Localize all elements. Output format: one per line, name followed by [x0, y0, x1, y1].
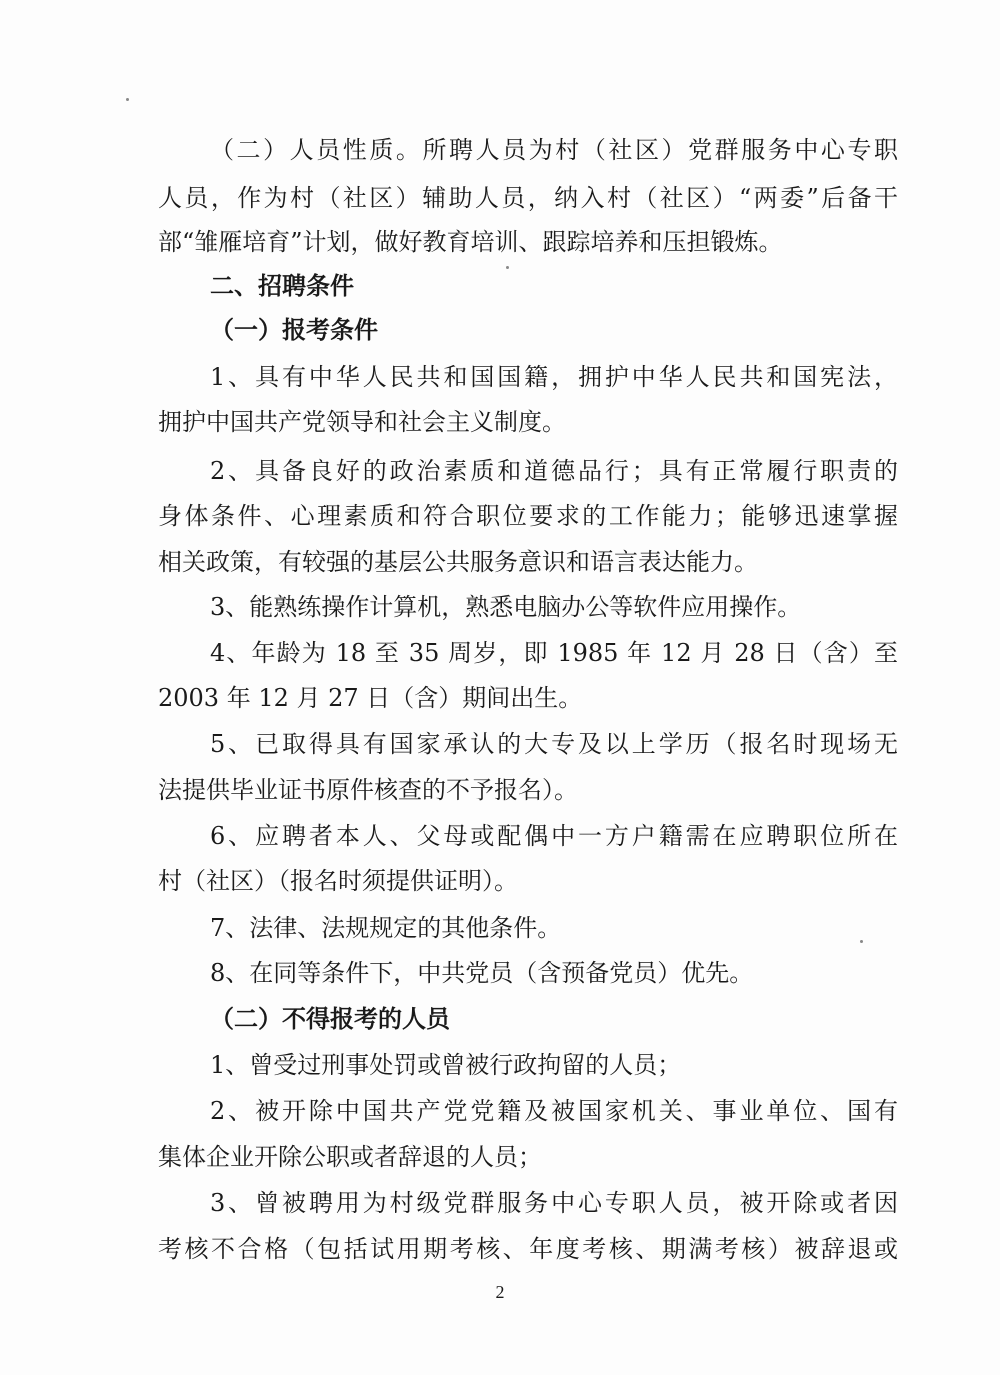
scan-speck — [506, 266, 509, 269]
text-line: 1、曾受过刑事处罚或曾被行政拘留的人员； — [210, 1051, 682, 1079]
text-line: 5、已取得具有国家承认的大专及以上学历（报名时现场无 — [210, 730, 898, 758]
text-line: 部“雏雁培育”计划，做好教育培训、跟踪培养和压担锻炼。 — [158, 228, 783, 256]
text-line: 2003 年 12 月 27 日（含）期间出生。 — [158, 684, 583, 712]
text-line: 人员，作为村（社区）辅助人员，纳入村（社区）“两委”后备干 — [158, 184, 898, 212]
text-line: 2、具备良好的政治素质和道德品行；具有正常履行职责的 — [210, 457, 898, 485]
text-line: 法提供毕业证书原件核查的不予报名）。 — [158, 776, 578, 804]
subsection-heading: （一）报考条件 — [210, 316, 378, 344]
text-line: 身体条件、心理素质和符合职位要求的工作能力；能够迅速掌握 — [158, 502, 898, 530]
text-line: 相关政策，有较强的基层公共服务意识和语言表达能力。 — [158, 548, 758, 576]
scan-speck — [126, 98, 129, 101]
text-line: 3、曾被聘用为村级党群服务中心专职人员，被开除或者因 — [210, 1189, 898, 1217]
subsection-heading: （二）不得报考的人员 — [210, 1005, 450, 1033]
text-line: 考核不合格（包括试用期考核、年度考核、期满考核）被辞退或 — [158, 1235, 898, 1263]
text-line: 2、被开除中国共产党党籍及被国家机关、事业单位、国有 — [210, 1097, 898, 1125]
text-line: 1、具有中华人民共和国国籍，拥护中华人民共和国宪法， — [210, 363, 898, 391]
scan-speck — [860, 940, 863, 943]
text-line: （二）人员性质。所聘人员为村（社区）党群服务中心专职 — [210, 136, 898, 164]
text-line: 村（社区）（报名时须提供证明）。 — [158, 867, 518, 895]
text-line: 7、法律、法规规定的其他条件。 — [210, 914, 562, 942]
text-line: 集体企业开除公职或者辞退的人员； — [158, 1143, 542, 1171]
text-line: 8、在同等条件下，中共党员（含预备党员）优先。 — [210, 959, 754, 987]
section-heading: 二、招聘条件 — [210, 272, 354, 300]
text-line: 3、能熟练操作计算机，熟悉电脑办公等软件应用操作。 — [210, 593, 802, 621]
text-line: 拥护中国共产党领导和社会主义制度。 — [158, 408, 566, 436]
page-number: 2 — [495, 1282, 505, 1302]
text-line: 4、年龄为 18 至 35 周岁，即 1985 年 12 月 28 日（含）至 — [210, 639, 898, 667]
text-line: 6、应聘者本人、父母或配偶中一方户籍需在应聘职位所在 — [210, 822, 898, 850]
